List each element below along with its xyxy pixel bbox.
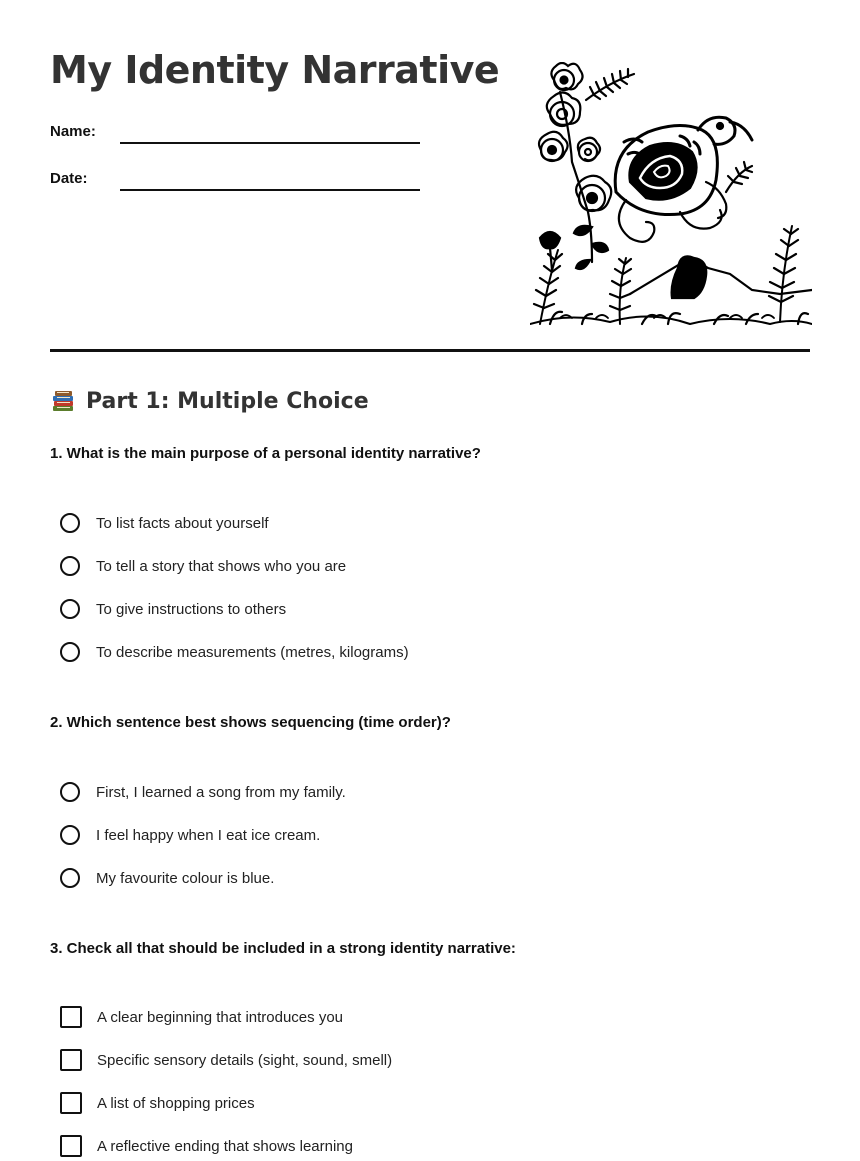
option-label: To tell a story that shows who you are: [96, 557, 347, 575]
section-heading: [50, 388, 369, 414]
name-field[interactable]: [50, 117, 430, 147]
q2-option-1[interactable]: [60, 779, 346, 805]
q3-option-4[interactable]: [60, 1133, 353, 1159]
q3-option-1[interactable]: [60, 1004, 343, 1030]
date-field[interactable]: [50, 164, 430, 194]
option-label: Specific sensory details (sight, sound, smell): [97, 1051, 393, 1069]
option-label: My favourite colour is blue.: [96, 869, 275, 887]
option-label: A clear beginning that introduces you: [97, 1008, 343, 1026]
checkbox[interactable]: [60, 1006, 82, 1028]
checkbox[interactable]: [60, 1135, 82, 1157]
radio-button[interactable]: [60, 599, 80, 619]
q2-option-3[interactable]: [60, 865, 274, 891]
q1-option-1[interactable]: [60, 510, 269, 536]
radio-button[interactable]: [60, 513, 80, 533]
page-title: My Identity Narrative: [50, 48, 500, 92]
question-3: 3. Check all that should be included in a strong identity narrative:: [50, 940, 516, 957]
option-label: A list of shopping prices: [97, 1094, 255, 1112]
radio-button[interactable]: [60, 782, 80, 802]
checkbox[interactable]: [60, 1049, 82, 1071]
kiwi-bird-flora-icon: [530, 62, 812, 332]
option-label: To describe measurements (metres, kilograms): [96, 643, 409, 661]
q1-option-3[interactable]: [60, 596, 286, 622]
option-label: First, I learned a song from my family.: [96, 783, 346, 801]
q1-option-4[interactable]: [60, 639, 409, 665]
checkbox[interactable]: [60, 1092, 82, 1114]
q1-option-2[interactable]: [60, 553, 346, 579]
section-title: Part 1: Multiple Choice: [86, 388, 369, 414]
section-divider: [50, 349, 810, 352]
option-label: A reflective ending that shows learning: [97, 1137, 353, 1155]
option-label: To list facts about yourself: [96, 514, 269, 532]
name-label: Name:: [50, 123, 96, 140]
books-icon: [50, 388, 76, 414]
radio-button[interactable]: [60, 556, 80, 576]
question-1: 1. What is the main purpose of a personal identity narrative?: [50, 445, 481, 462]
q3-option-2[interactable]: [60, 1047, 392, 1073]
radio-button[interactable]: [60, 642, 80, 662]
option-label: I feel happy when I eat ice cream.: [96, 826, 321, 844]
q3-option-3[interactable]: [60, 1090, 255, 1116]
option-label: To give instructions to others: [96, 600, 287, 618]
q2-option-2[interactable]: [60, 822, 320, 848]
date-label: Date:: [50, 170, 88, 187]
radio-button[interactable]: [60, 825, 80, 845]
name-input-line[interactable]: [120, 142, 420, 144]
date-input-line[interactable]: [120, 189, 420, 191]
question-2: 2. Which sentence best shows sequencing (time order)?: [50, 714, 451, 731]
radio-button[interactable]: [60, 868, 80, 888]
